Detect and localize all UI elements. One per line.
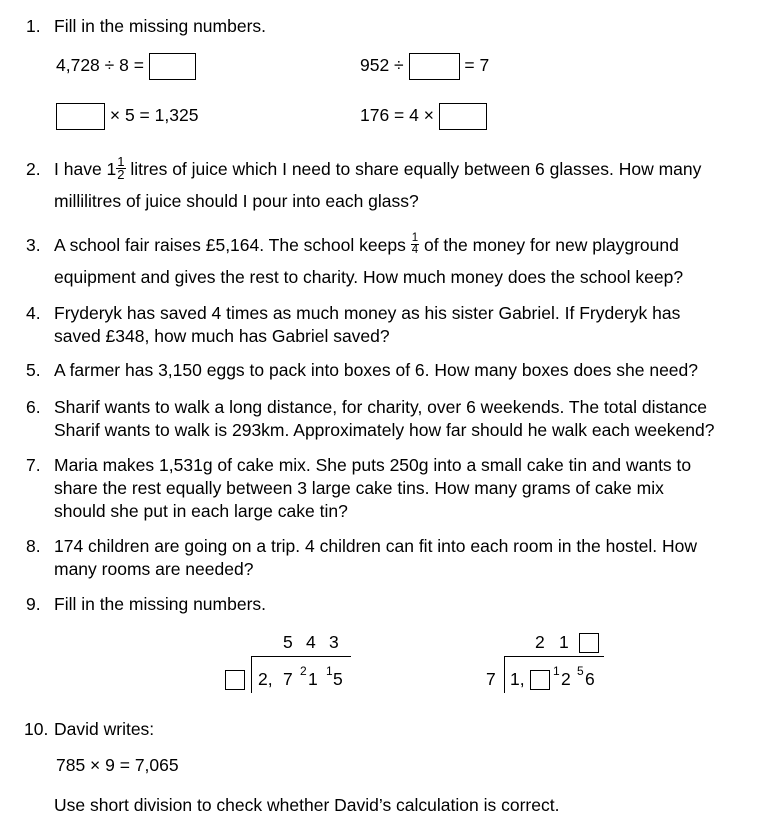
div2-dividend-digit: 6 bbox=[585, 669, 595, 689]
q1-number: 1. bbox=[26, 16, 41, 36]
q3-pre: A school fair raises £5,164. The school keeps bbox=[54, 235, 411, 255]
q2-post: litres of juice which I need to share equally between 6 glasses. How many bbox=[125, 159, 702, 179]
q2-line2: millilitres of juice should I pour into each glass? bbox=[54, 191, 419, 211]
q1-eq-c-post: × 5 = 1,325 bbox=[109, 105, 199, 126]
div2-quotient-box[interactable] bbox=[579, 633, 599, 653]
div1-dividend-digit: 5 bbox=[333, 669, 343, 689]
q1-text: Fill in the missing numbers. bbox=[54, 16, 267, 36]
q8-number: 8. bbox=[26, 536, 41, 556]
div1-bracket-vertical bbox=[251, 657, 252, 693]
div1-quotient-digit: 4 bbox=[306, 632, 316, 652]
q9-number: 9. bbox=[26, 594, 41, 614]
q2-line1 bbox=[54, 153, 702, 182]
q3-fraction: $\frac{1}{4}$ bbox=[411, 231, 419, 256]
div1-bracket-horizontal bbox=[251, 656, 351, 657]
q1-answer-box-c[interactable] bbox=[56, 103, 105, 130]
q7-number: 7. bbox=[26, 455, 41, 475]
div1-carry: 2 bbox=[300, 664, 307, 678]
div2-bracket-horizontal bbox=[504, 656, 604, 657]
q1-answer-box-d[interactable] bbox=[439, 103, 487, 130]
div2-quotient-digit: 2 bbox=[535, 632, 545, 652]
q4-line1: Fryderyk has saved 4 times as much money as his sister Gabriel. If Fryderyk has bbox=[54, 303, 681, 323]
q5-line1: A farmer has 3,150 eggs to pack into boxes of 6. How many boxes does she need? bbox=[54, 360, 699, 380]
q7-line2: share the rest equally between 3 large cake tins. How many grams of cake mix bbox=[54, 478, 664, 498]
div2-dividend-digit: 1, bbox=[510, 669, 525, 689]
div1-carry: 1 bbox=[326, 664, 333, 678]
div1-dividend-digit: 7 bbox=[283, 669, 293, 689]
q6-number: 6. bbox=[26, 397, 41, 417]
q5-number: 5. bbox=[26, 360, 41, 380]
q10-number: 10. bbox=[24, 719, 49, 739]
q6-line1: Sharif wants to walk a long distance, for charity, over 6 weekends. The total distance bbox=[54, 397, 708, 417]
q2-fraction: $\frac{1}{2}$ bbox=[117, 153, 125, 182]
q1-equation-c bbox=[56, 103, 198, 130]
div1-divisor-box[interactable] bbox=[225, 670, 245, 690]
div1-quotient-digit: 3 bbox=[329, 632, 339, 652]
div1-quotient-digit: 5 bbox=[283, 632, 293, 652]
q10-text: David writes: bbox=[54, 719, 155, 739]
q1-eq-d-pre: 176 = 4 × bbox=[360, 105, 434, 126]
q1-eq-a-text: 4,728 ÷ 8 = bbox=[56, 55, 144, 76]
q3-line2: equipment and gives the rest to charity. How much money does the school keep? bbox=[54, 267, 684, 287]
q1-equation-b bbox=[360, 53, 489, 80]
q10-instruction: Use short division to check whether David’s calculation is correct. bbox=[54, 795, 560, 815]
q7-line1: Maria makes 1,531g of cake mix. She puts 250g into a small cake tin and wants to bbox=[54, 455, 692, 475]
q7-line3: should she put in each large cake tin? bbox=[54, 501, 348, 521]
div2-dividend-box[interactable] bbox=[530, 670, 550, 690]
q9-text: Fill in the missing numbers. bbox=[54, 594, 267, 614]
div2-dividend-digit: 2 bbox=[561, 669, 571, 689]
q8-line2: many rooms are needed? bbox=[54, 559, 254, 579]
q1-equation-a bbox=[56, 53, 196, 80]
q2-number: 2. bbox=[26, 159, 41, 179]
div2-divisor: 7 bbox=[486, 669, 496, 689]
div2-quotient-digit: 1 bbox=[559, 632, 569, 652]
div1-dividend-digit: 2, bbox=[258, 669, 273, 689]
q4-number: 4. bbox=[26, 303, 41, 323]
q1-equation-d bbox=[360, 103, 487, 130]
q4-line2: saved £348, how much has Gabriel saved? bbox=[54, 326, 390, 346]
q10-equation: 785 × 9 = 7,065 bbox=[56, 755, 179, 775]
q3-line1 bbox=[54, 231, 679, 257]
q2-pre: I have 1 bbox=[54, 159, 117, 179]
q1-eq-b-post: = 7 bbox=[464, 55, 490, 76]
q1-answer-box-a[interactable] bbox=[149, 53, 196, 80]
div2-carry: 1 bbox=[553, 664, 560, 678]
div2-carry: 5 bbox=[577, 664, 584, 678]
div1-dividend-digit: 1 bbox=[308, 669, 318, 689]
q3-number: 3. bbox=[26, 235, 41, 255]
q3-post: of the money for new playground bbox=[419, 235, 679, 255]
q6-line2: Sharif wants to walk is 293km. Approximately how far should he walk each weekend? bbox=[54, 420, 715, 440]
q1-answer-box-b[interactable] bbox=[409, 53, 460, 80]
q1-eq-b-pre: 952 ÷ bbox=[360, 55, 404, 76]
div2-bracket-vertical bbox=[504, 657, 505, 693]
q8-line1: 174 children are going on a trip. 4 children can fit into each room in the hostel. How bbox=[54, 536, 698, 556]
